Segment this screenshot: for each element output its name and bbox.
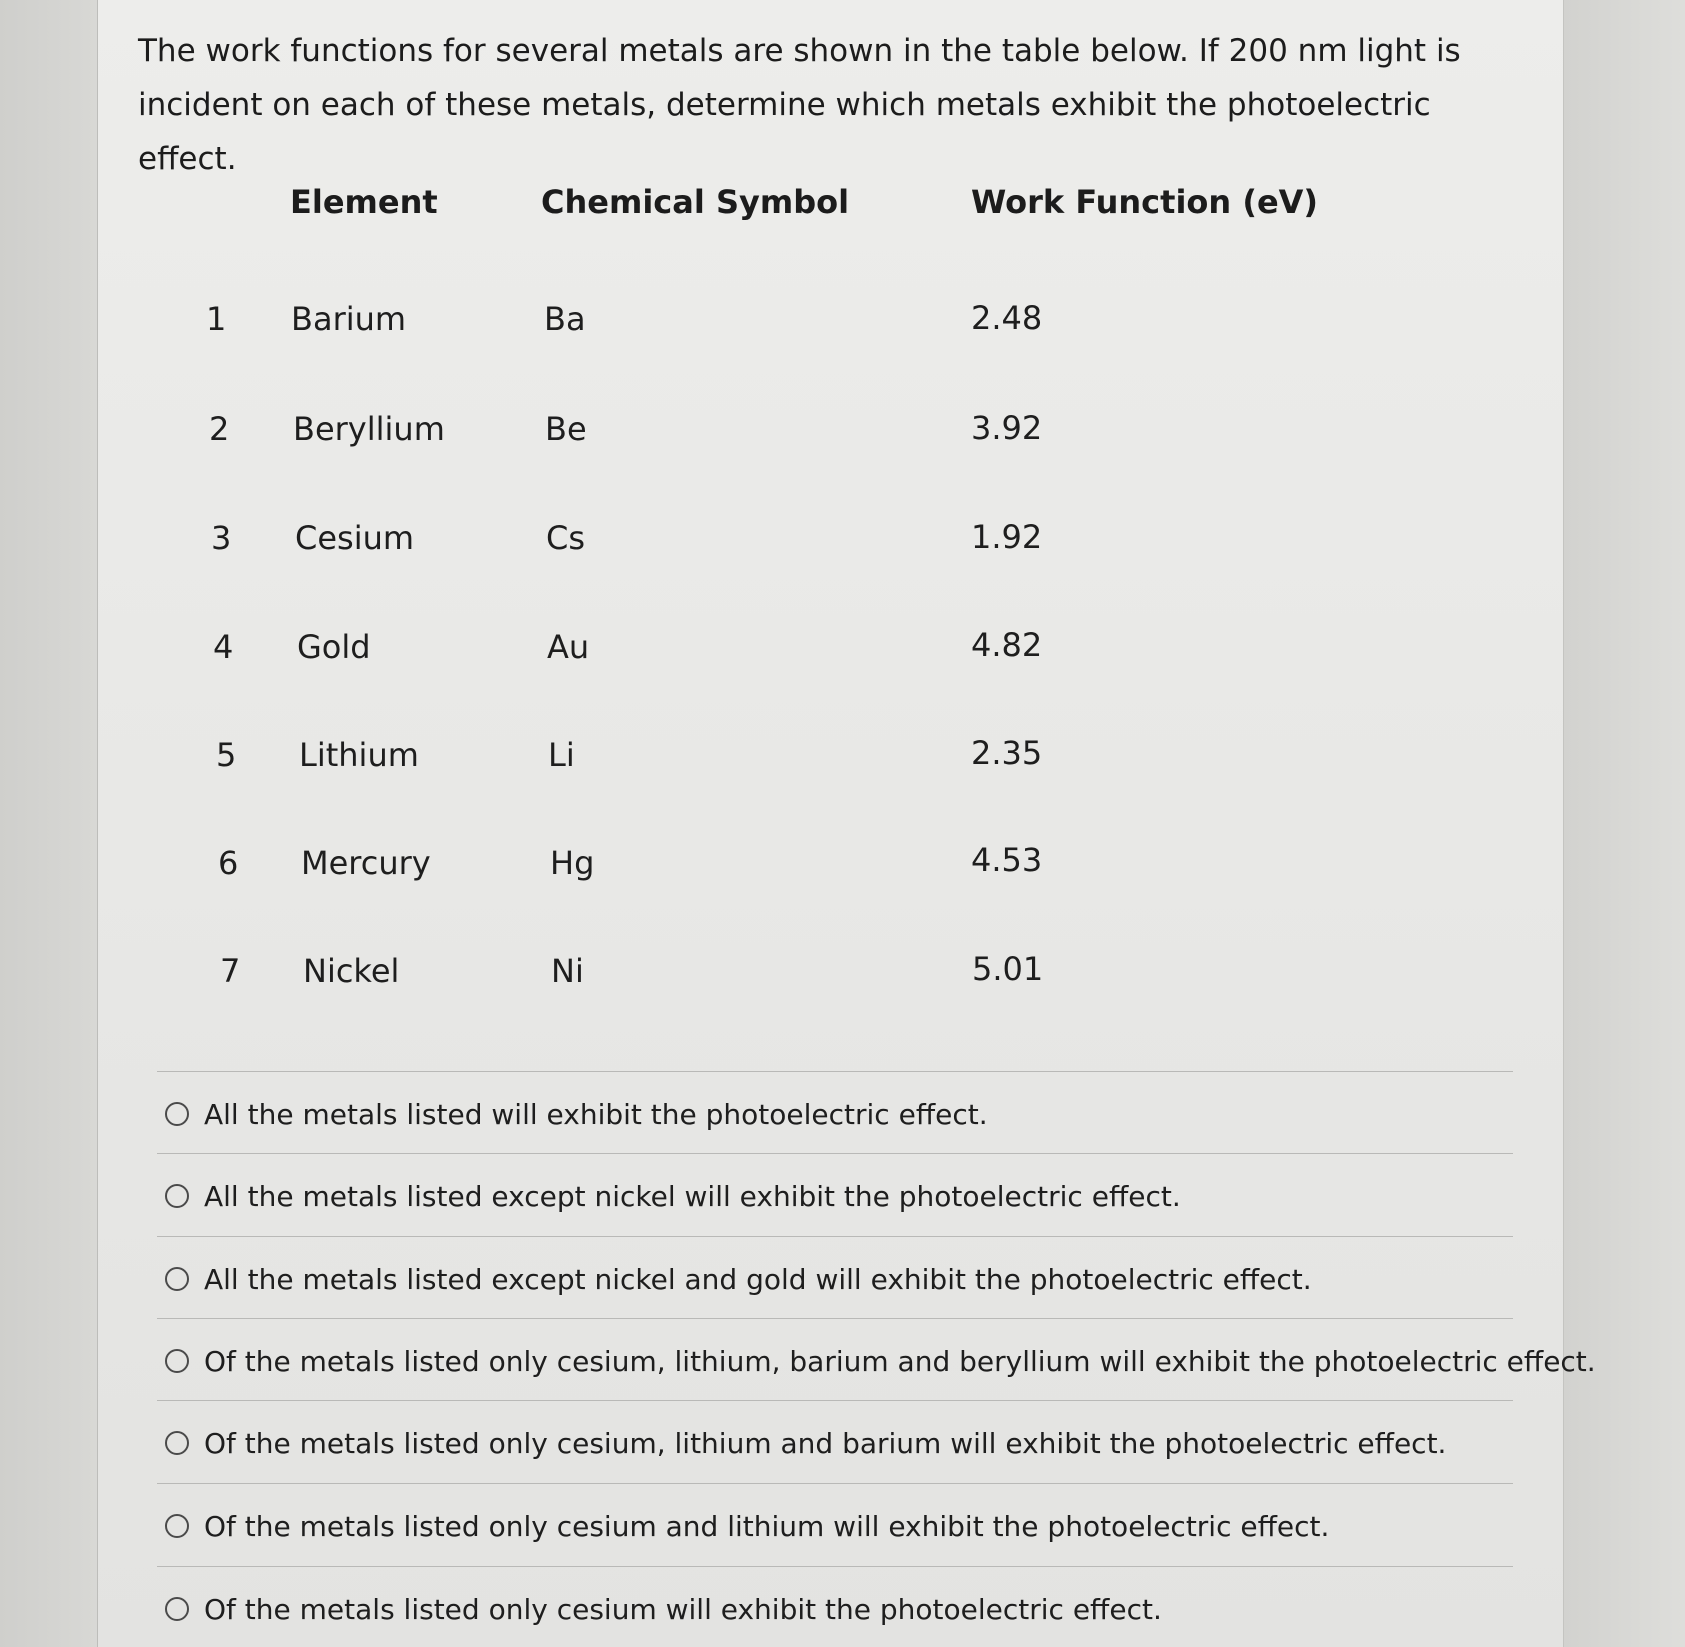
chemical-symbol: Li <box>548 736 575 774</box>
option-label: Of the metals listed only cesium and lithium will exhibit the photoelectric effect. <box>204 1509 1330 1543</box>
chemical-symbol: Ni <box>551 952 584 990</box>
element-name: Mercury <box>301 844 431 882</box>
row-number: 6 <box>218 844 239 882</box>
row-number: 3 <box>211 519 232 557</box>
option-label: All the metals listed will exhibit the photoelectric effect. <box>204 1097 988 1131</box>
element-name: Nickel <box>303 952 400 990</box>
work-function-value: 1.92 <box>971 518 1043 556</box>
row-number: 1 <box>206 300 227 338</box>
element-name: Beryllium <box>293 410 445 448</box>
option-cs-li[interactable] <box>165 1501 1525 1551</box>
work-function-value: 3.92 <box>971 409 1043 447</box>
chemical-symbol: Au <box>547 628 590 666</box>
radio-button[interactable] <box>165 1102 189 1126</box>
row-number: 4 <box>213 628 234 666</box>
radio-button[interactable] <box>165 1431 189 1455</box>
option-label: All the metals listed except nickel will exhibit the photoelectric effect. <box>204 1179 1181 1213</box>
question-text: The work functions for several metals are shown in the table below. If 200 nm light is incident on each of these metals, determine which metals exhibit the photoelectric effect. <box>138 33 1461 177</box>
option-divider <box>157 1153 1513 1154</box>
work-function-value: 2.48 <box>971 299 1043 337</box>
radio-button[interactable] <box>165 1184 189 1208</box>
element-name: Cesium <box>295 519 415 557</box>
chemical-symbol: Hg <box>550 844 595 882</box>
chemical-symbol: Be <box>545 410 587 448</box>
option-label: All the metals listed except nickel and gold will exhibit the photoelectric effect. <box>204 1262 1312 1296</box>
radio-button[interactable] <box>165 1514 189 1538</box>
row-number: 2 <box>209 410 230 448</box>
option-cs-only[interactable] <box>165 1584 1525 1634</box>
right-margin <box>1563 0 1685 1647</box>
option-label: Of the metals listed only cesium, lithium, barium and beryllium will exhibit the photoelectric effect. <box>204 1344 1596 1378</box>
option-cs-li-ba-be[interactable] <box>165 1336 1596 1386</box>
option-divider <box>157 1483 1513 1484</box>
work-function-value: 4.82 <box>971 626 1043 664</box>
chemical-symbol: Ba <box>544 300 586 338</box>
radio-button[interactable] <box>165 1597 189 1621</box>
option-divider <box>157 1400 1513 1401</box>
left-margin <box>0 0 98 1647</box>
row-number: 5 <box>216 736 237 774</box>
work-function-value: 5.01 <box>972 950 1044 988</box>
element-name: Barium <box>291 300 407 338</box>
header-element: Element <box>290 183 438 221</box>
work-function-value: 4.53 <box>971 841 1043 879</box>
option-except-nickel[interactable] <box>165 1171 1525 1221</box>
element-name: Lithium <box>299 736 419 774</box>
row-number: 7 <box>220 952 241 990</box>
work-function-value: 2.35 <box>971 734 1043 772</box>
option-label: Of the metals listed only cesium, lithium and barium will exhibit the photoelectric effect. <box>204 1426 1447 1460</box>
option-divider <box>157 1318 1513 1319</box>
radio-button[interactable] <box>165 1267 189 1291</box>
element-name: Gold <box>297 628 371 666</box>
header-work-function: Work Function (eV) <box>971 183 1319 221</box>
option-divider <box>157 1566 1513 1567</box>
option-divider <box>157 1071 1513 1072</box>
option-except-nickel-gold[interactable] <box>165 1254 1525 1304</box>
option-all-metals[interactable] <box>165 1089 1525 1139</box>
option-cs-li-ba[interactable] <box>165 1418 1525 1468</box>
option-divider <box>157 1236 1513 1237</box>
header-chemical-symbol: Chemical Symbol <box>541 183 850 221</box>
radio-button[interactable] <box>165 1349 189 1373</box>
chemical-symbol: Cs <box>546 519 586 557</box>
option-label: Of the metals listed only cesium will exhibit the photoelectric effect. <box>204 1592 1162 1626</box>
